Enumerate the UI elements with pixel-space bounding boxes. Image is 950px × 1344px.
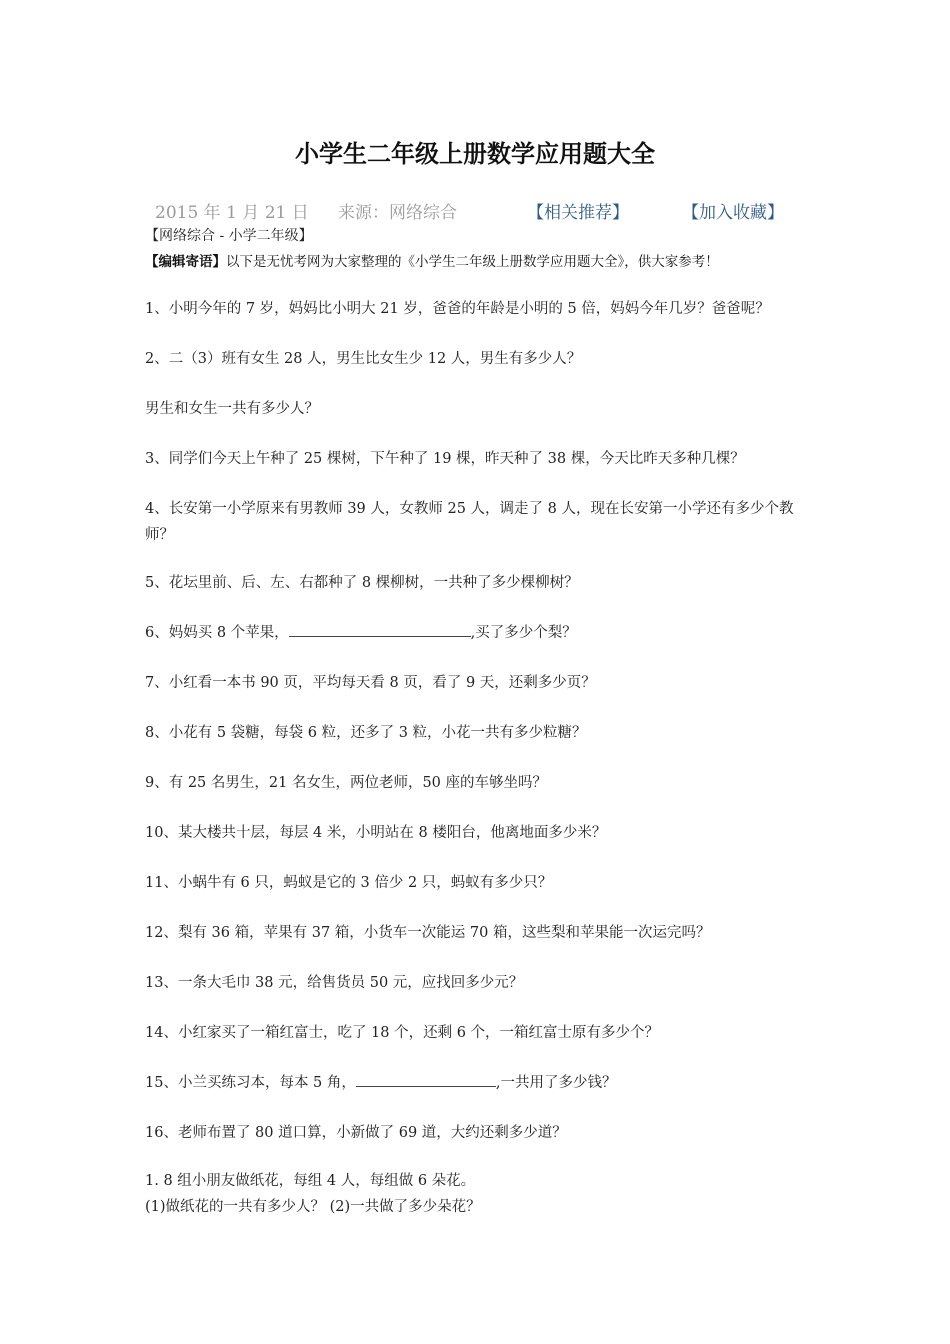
- favorite-link[interactable]: 【加入收藏】: [682, 203, 784, 223]
- question-9: 9、有 25 名男生，21 名女生，两位老师，50 座的车够坐吗？: [145, 775, 548, 791]
- extra-question-line-2: (1)做纸花的一共有多少人？ (2)一共做了多少朵花？: [145, 1199, 481, 1215]
- question-6-before: 6、妈妈买 8 个苹果，: [145, 625, 289, 641]
- editor-note-label: 【编辑寄语】: [145, 254, 226, 270]
- question-15-before: 15、小兰买练习本，每本 5 角，: [145, 1075, 356, 1091]
- question-3: 3、同学们今天上午种了 25 棵树，下午种了 19 棵，昨天种了 38 棵，今天比昨天多种几棵？: [145, 451, 745, 467]
- answer-blank: [356, 1070, 496, 1087]
- publish-date: 2015 年 1 月 21 日: [155, 203, 309, 223]
- question-15: [145, 1070, 825, 1096]
- question-12: 12、梨有 36 箱，苹果有 37 箱，小货车一次能运 70 箱，这些梨和苹果能一次运完吗？: [145, 925, 711, 941]
- source-label: 来源：网络综合: [338, 203, 457, 223]
- question-13: 13、一条大毛巾 38 元，给售货员 50 元，应找回多少元？: [145, 975, 524, 991]
- page-title: 小学生二年级上册数学应用题大全: [295, 140, 655, 168]
- question-2-followup: 男生和女生一共有多少人？: [145, 401, 319, 417]
- question-7: 7、小红看一本书 90 页，平均每天看 8 页，看了 9 天，还剩多少页？: [145, 675, 596, 691]
- question-6: [145, 620, 825, 646]
- question-11: 11、小蜗牛有 6 只，蚂蚁是它的 3 倍少 2 只，蚂蚁有多少只？: [145, 875, 553, 891]
- related-link[interactable]: 【相关推荐】: [527, 203, 629, 223]
- question-8: 8、小花有 5 袋糖，每袋 6 粒，还多了 3 粒，小花一共有多少粒糖？: [145, 725, 587, 741]
- editor-note-text: 以下是无忧考网为大家整理的《小学生二年级上册数学应用题大全》，供大家参考！: [226, 254, 719, 270]
- question-16: 16、老师布置了 80 道口算，小新做了 69 道，大约还剩多少道？: [145, 1125, 567, 1141]
- question-1: 1、小明今年的 7 岁，妈妈比小明大 21 岁，爸爸的年龄是小明的 5 倍，妈妈今年几岁？爸爸呢？: [145, 301, 770, 317]
- question-5: 5、花坛里前、后、左、右都种了 8 棵柳树，一共种了多少棵柳树？: [145, 575, 579, 591]
- question-14: 14、小红家买了一箱红富士，吃了 18 个，还剩 6 个，一箱红富士原有多少个？: [145, 1025, 660, 1041]
- question-10: 10、某大楼共十层，每层 4 米，小明站在 8 楼阳台，他离地面多少米？: [145, 825, 607, 841]
- question-4: 4、长安第一小学原来有男教师 39 人，女教师 25 人，调走了 8 人，现在长安第一小学还有多少个教师？: [145, 501, 794, 543]
- question-15-after: ,一共用了多少钱？: [495, 1075, 617, 1091]
- category-label: 【网络综合 - 小学二年级】: [145, 228, 313, 244]
- editor-note: [145, 250, 719, 270]
- answer-blank: [289, 620, 471, 637]
- question-2: 2、二（3）班有女生 28 人，男生比女生少 12 人，男生有多少人？: [145, 351, 582, 367]
- extra-question-line-1: 1. 8 组小朋友做纸花，每组 4 人，每组做 6 朵花。: [145, 1173, 476, 1189]
- question-6-after: ,买了多少个梨？: [470, 625, 577, 641]
